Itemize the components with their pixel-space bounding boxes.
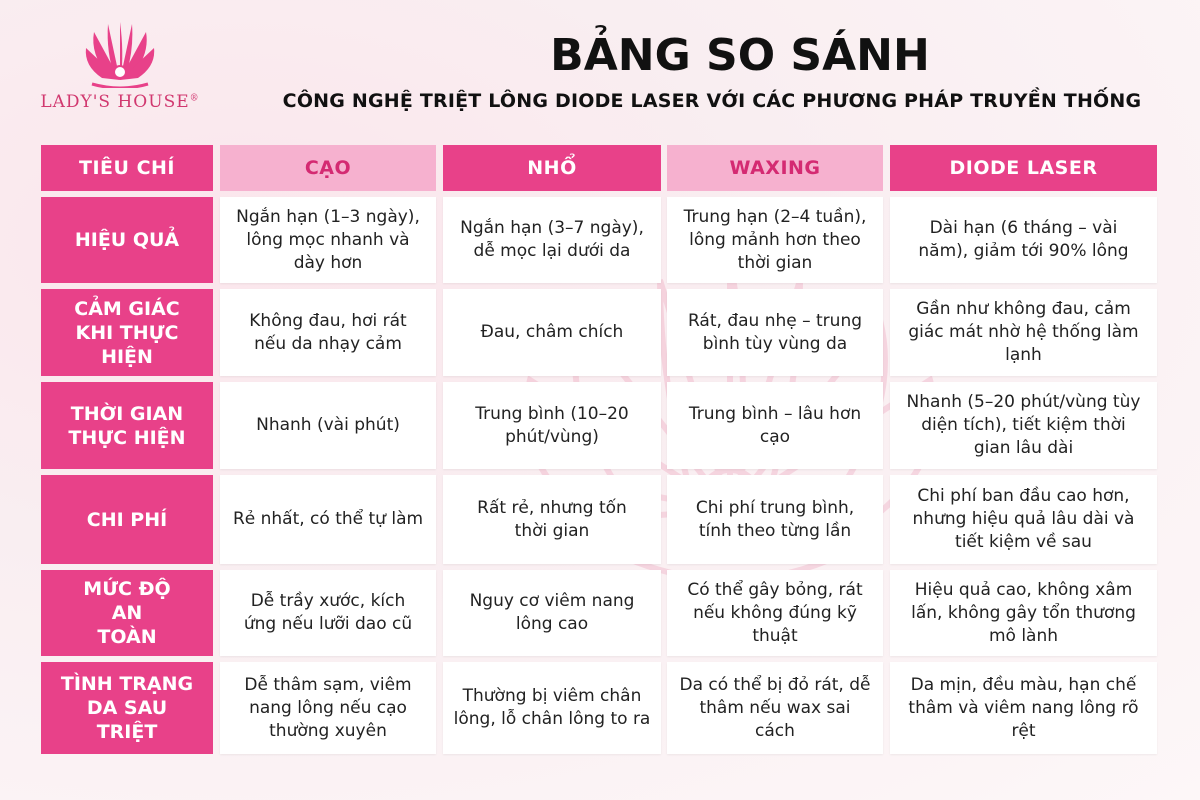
table-cell: Có thể gây bỏng, rát nếu không đúng kỹ thuật bbox=[667, 570, 883, 656]
page-subtitle: CÔNG NGHỆ TRIỆT LÔNG DIODE LASER VỚI CÁC PHƯƠNG PHÁP TRUYỀN THỐNG bbox=[282, 90, 1142, 112]
table-cell: Không đau, hơi rát nếu da nhạy cảm bbox=[220, 289, 436, 376]
row-criterion: TÌNH TRẠNG DA SAU TRIỆT bbox=[41, 662, 213, 754]
row-criterion: THỜI GIAN THỰC HIỆN bbox=[41, 382, 213, 469]
table-cell: Ngắn hạn (1–3 ngày), lông mọc nhanh và dày hơn bbox=[220, 197, 436, 283]
table-cell: Gần như không đau, cảm giác mát nhờ hệ thống làm lạnh bbox=[890, 289, 1157, 376]
row-criterion: CHI PHÍ bbox=[41, 475, 213, 564]
header-waxing: WAXING bbox=[667, 145, 883, 191]
table-cell: Rất rẻ, nhưng tốn thời gian bbox=[443, 475, 661, 564]
header-diode-laser: DIODE LASER bbox=[890, 145, 1157, 191]
table-cell: Nhanh (vài phút) bbox=[220, 382, 436, 469]
table-cell: Trung hạn (2–4 tuần), lông mảnh hơn theo thời gian bbox=[667, 197, 883, 283]
brand-logo bbox=[30, 22, 210, 122]
table-cell: Rát, đau nhẹ – trung bình tùy vùng da bbox=[667, 289, 883, 376]
table-cell: Trung bình – lâu hơn cạo bbox=[667, 382, 883, 469]
table-cell: Ngắn hạn (3–7 ngày), dễ mọc lại dưới da bbox=[443, 197, 661, 283]
table-cell: Nhanh (5–20 phút/vùng tùy diện tích), tiết kiệm thời gian lâu dài bbox=[890, 382, 1157, 469]
header-shaving: CẠO bbox=[220, 145, 436, 191]
header-plucking: NHỔ bbox=[443, 145, 661, 191]
header-criterion: TIÊU CHÍ bbox=[41, 145, 213, 191]
table-cell: Da mịn, đều màu, hạn chế thâm và viêm nang lông rõ rệt bbox=[890, 662, 1157, 754]
table-cell: Chi phí ban đầu cao hơn, nhưng hiệu quả lâu dài và tiết kiệm về sau bbox=[890, 475, 1157, 564]
table-cell: Hiệu quả cao, không xâm lấn, không gây tổn thương mô lành bbox=[890, 570, 1157, 656]
table-cell: Dễ trầy xước, kích ứng nếu lưỡi dao cũ bbox=[220, 570, 436, 656]
table-cell: Nguy cơ viêm nang lông cao bbox=[443, 570, 661, 656]
row-criterion: MỨC ĐỘ AN TOÀN bbox=[41, 570, 213, 656]
seashell-logo-icon bbox=[80, 22, 160, 88]
table-cell: Rẻ nhất, có thể tự làm bbox=[220, 475, 436, 564]
table-cell: Da có thể bị đỏ rát, dễ thâm nếu wax sai cách bbox=[667, 662, 883, 754]
table-cell: Đau, châm chích bbox=[443, 289, 661, 376]
table-cell: Dễ thâm sạm, viêm nang lông nếu cạo thường xuyên bbox=[220, 662, 436, 754]
page-title: BẢNG SO SÁNH bbox=[550, 30, 930, 81]
table-cell: Chi phí trung bình, tính theo từng lần bbox=[667, 475, 883, 564]
table-cell: Trung bình (10–20 phút/vùng) bbox=[443, 382, 661, 469]
row-criterion: HIỆU QUẢ bbox=[41, 197, 213, 283]
row-criterion: CẢM GIÁC KHI THỰC HIỆN bbox=[41, 289, 213, 376]
table-cell: Dài hạn (6 tháng – vài năm), giảm tới 90% lông bbox=[890, 197, 1157, 283]
table-cell: Thường bị viêm chân lông, lỗ chân lông to ra bbox=[443, 662, 661, 754]
brand-name: LADY'S HOUSE® bbox=[40, 92, 200, 112]
